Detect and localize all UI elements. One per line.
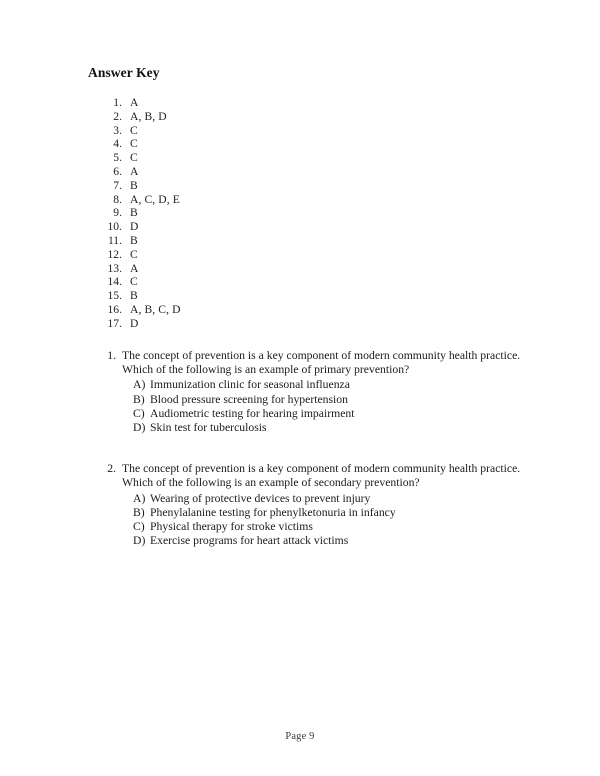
question-stem xyxy=(103,349,528,377)
option-letter: B) xyxy=(133,392,145,406)
answer-key-number: 15. xyxy=(107,289,122,303)
answer-key-number: 4. xyxy=(113,137,122,151)
option-list xyxy=(103,378,528,435)
answer-key-answer: C xyxy=(130,123,138,137)
answer-key-row xyxy=(100,234,320,248)
answer-key-number: 16. xyxy=(107,302,122,316)
question-text xyxy=(122,462,528,490)
option-row[interactable] xyxy=(103,492,528,506)
option-row[interactable] xyxy=(103,378,528,392)
answer-key-answer: A, C, D, E xyxy=(130,192,180,206)
option-letter: D) xyxy=(133,534,146,548)
answer-key-answer: A xyxy=(130,96,139,109)
question-text-line: Which of the following is an example of secondary prevention? xyxy=(122,476,420,490)
answer-key-row xyxy=(100,110,320,124)
option-row[interactable] xyxy=(103,520,528,534)
answer-key-answer: C xyxy=(130,137,138,151)
answer-key-row xyxy=(100,220,320,234)
answer-key-answer: C xyxy=(130,151,138,165)
answer-key-number: 8. xyxy=(113,192,122,206)
question-block xyxy=(103,349,528,435)
answer-key-answer: B xyxy=(130,233,138,247)
answer-key-number: 7. xyxy=(113,178,122,192)
answer-key-row xyxy=(100,248,320,262)
question-text-line: The concept of prevention is a key component of modern community health practice. xyxy=(122,462,521,476)
answer-key-answer: B xyxy=(130,178,138,192)
answer-key-row xyxy=(100,262,320,276)
question-number: 2. xyxy=(107,462,116,476)
option-text: Wearing of protective devices to prevent injury xyxy=(150,491,371,505)
question-stem xyxy=(103,462,528,490)
answer-key-answer: B xyxy=(130,206,138,220)
answer-key-answer: C xyxy=(130,247,138,261)
answer-key-row xyxy=(100,275,320,289)
option-text: Phenylalanine testing for phenylketonuria in infancy xyxy=(150,505,396,519)
option-row[interactable] xyxy=(103,506,528,520)
answer-key-number: 14. xyxy=(107,275,122,289)
answer-key-row xyxy=(100,289,320,303)
option-row[interactable] xyxy=(103,534,528,548)
page-title: Answer Key xyxy=(88,65,160,80)
questions-section xyxy=(103,349,528,548)
answer-key-answer: D xyxy=(130,316,139,330)
answer-key-list xyxy=(100,96,320,331)
question-number: 1. xyxy=(107,349,116,362)
answer-key-answer: A, B, C, D xyxy=(130,302,181,316)
question-text-line: The concept of prevention is a key component of modern community health practice. xyxy=(122,349,521,362)
option-text: Exercise programs for heart attack victims xyxy=(150,534,349,548)
answer-key-number: 12. xyxy=(107,247,122,261)
answer-key-number: 6. xyxy=(113,164,122,178)
page-footer: Page 9 xyxy=(285,731,315,742)
answer-key-row xyxy=(100,165,320,179)
answer-key-row xyxy=(100,303,320,317)
question-block xyxy=(103,462,528,548)
option-letter: D) xyxy=(133,421,146,435)
answer-key-row xyxy=(100,96,320,110)
option-text: Physical therapy for stroke victims xyxy=(150,520,313,534)
answer-key-answer: A xyxy=(130,261,139,275)
answer-key-number: 5. xyxy=(113,151,122,165)
answer-key-number: 17. xyxy=(107,316,122,330)
option-letter: A) xyxy=(133,491,146,505)
answer-key-answer: D xyxy=(130,220,139,234)
answer-key-row xyxy=(100,124,320,138)
answer-key-number: 2. xyxy=(113,109,122,123)
answer-key-row xyxy=(100,193,320,207)
answer-key-answer: C xyxy=(130,275,138,289)
question-text xyxy=(122,349,528,377)
option-text: Immunization clinic for seasonal influenza xyxy=(150,378,350,392)
answer-key-number: 9. xyxy=(113,206,122,220)
answer-key-row xyxy=(100,179,320,193)
answer-key-answer: A xyxy=(130,164,139,178)
option-text: Blood pressure screening for hypertension xyxy=(150,392,348,406)
option-row[interactable] xyxy=(103,421,528,435)
answer-key-row xyxy=(100,317,320,331)
option-letter: A) xyxy=(133,378,146,392)
answer-key-number: 13. xyxy=(107,261,122,275)
answer-key-number: 3. xyxy=(113,123,122,137)
answer-key-number: 10. xyxy=(107,220,122,234)
option-text: Skin test for tuberculosis xyxy=(150,421,267,435)
option-row[interactable] xyxy=(103,393,528,407)
answer-key-row xyxy=(100,137,320,151)
option-letter: C) xyxy=(133,406,145,420)
answer-key-row xyxy=(100,151,320,165)
question-text-line: Which of the following is an example of primary prevention? xyxy=(122,363,410,377)
option-letter: C) xyxy=(133,520,145,534)
answer-key-number: 1. xyxy=(113,96,122,109)
answer-key-answer: B xyxy=(130,289,138,303)
option-list xyxy=(103,492,528,549)
answer-key-answer: A, B, D xyxy=(130,109,167,123)
answer-key-number: 11. xyxy=(107,233,122,247)
answer-key-row xyxy=(100,206,320,220)
option-row[interactable] xyxy=(103,407,528,421)
option-text: Audiometric testing for hearing impairment xyxy=(150,406,355,420)
option-letter: B) xyxy=(133,505,145,519)
